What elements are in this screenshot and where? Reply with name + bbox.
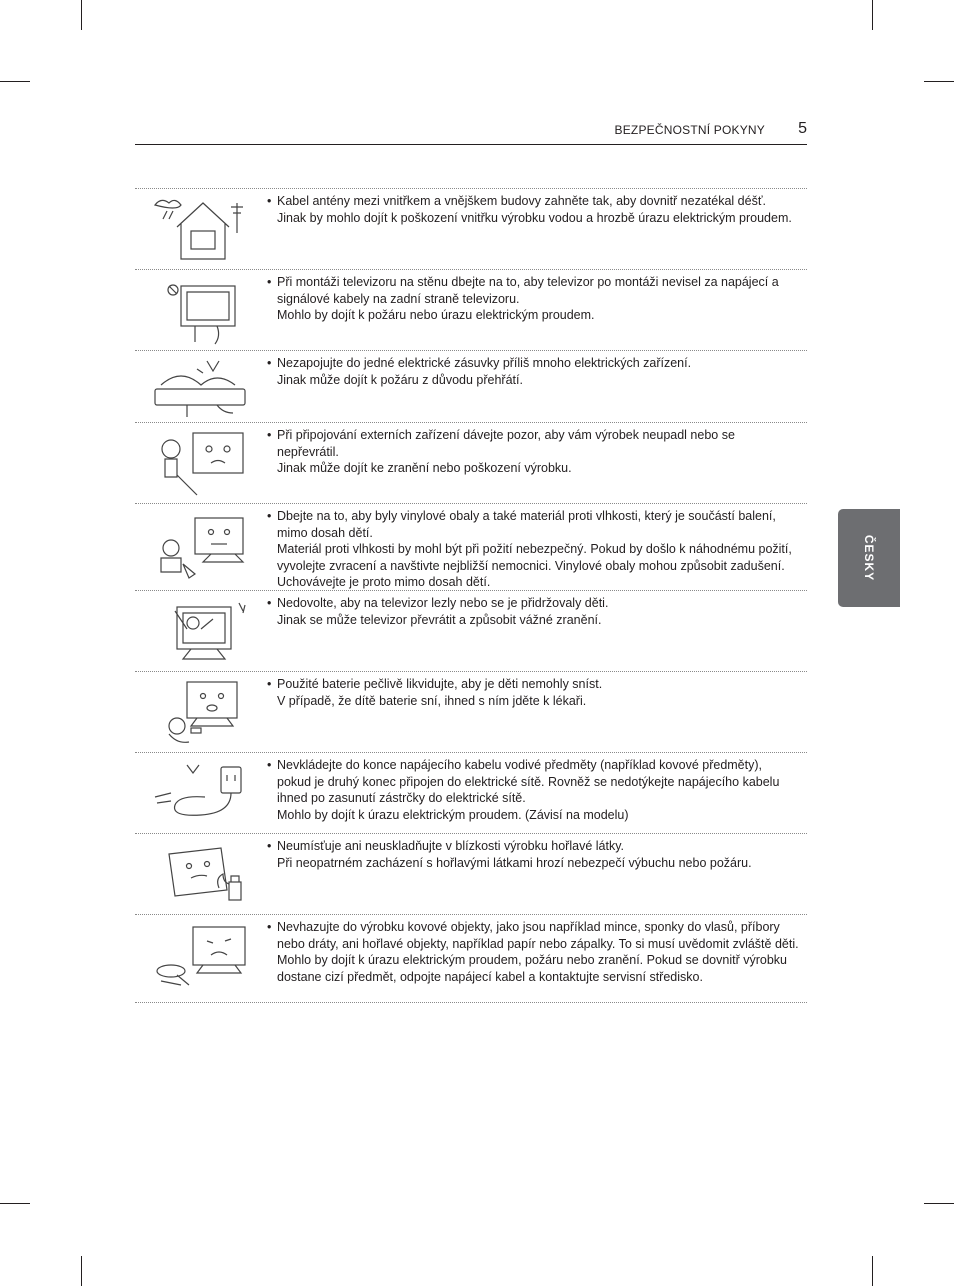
child-climbing-tv-icon <box>175 603 245 659</box>
illustration <box>147 427 259 499</box>
consequence-text: V případě, že dítě baterie sní, ihned s ním jděte k lékaři. <box>277 693 587 708</box>
page-number: 5 <box>798 120 807 137</box>
list-item <box>135 834 807 915</box>
language-label: ČESKY <box>862 534 876 582</box>
item-text: • Při montáži televizoru na stěnu dbejte na to, aby televizor po montáži nevisel za napájecí a signálové kabely na zadní straně televizoru. Mohlo by dojít k požáru nebo úrazu elektrickým proudem. <box>277 274 799 324</box>
list-item <box>135 351 807 423</box>
antenna-cable-house-icon <box>155 200 243 259</box>
battery-child-icon <box>169 682 237 742</box>
crop-mark <box>872 1256 873 1286</box>
consequence-text: Materiál proti vlhkosti by mohl být při požití nebezpečný. Pokud by došlo k náhodnému požití, vyvolejte zvracení a navštivte nejbližší nemocnici. Vinylové obaly mohou způsobit zadušení. Uchovávejte je proto mimo dosah dětí. <box>277 542 792 589</box>
instruction-text: Nevhazujte do výrobku kovové objekty, jako jsou například mince, sponky do vlasů, příbory nebo dráty, ani hořlavé objekty, například papír nebo zápalky. To si musí uvědomit zvláště děti. <box>277 920 799 951</box>
consequence-text: Mohlo by dojít k požáru nebo úrazu elektrickým proudem. <box>277 308 595 322</box>
instruction-text: Dbejte na to, aby byly vinylové obaly a také materiál proti vlhkosti, který je součástí balení, mimo dosah dětí. <box>277 509 776 540</box>
list-item <box>135 189 807 270</box>
instruction-text: Při připojování externích zařízení dávejte pozor, aby vám výrobek neupadl nebo se nepřevrátil. <box>277 428 735 459</box>
crop-mark <box>872 0 873 30</box>
item-text: • Použité baterie pečlivě likvidujte, aby je děti nemohly sníst. V případě, že dítě baterie sní, ihned s ním jděte k lékaři. <box>277 676 799 709</box>
illustration <box>147 193 259 265</box>
item-text: • Při připojování externích zařízení dávejte pozor, aby vám výrobek neupadl nebo se nepřevrátil. Jinak může dojít ke zranění nebo poškození výrobku. <box>277 427 799 477</box>
list-item <box>135 753 807 834</box>
item-text: • Nedovolte, aby na televizor lezly nebo se je přidržovaly děti. Jinak se může televizor převrátit a způsobit vážné zranění. <box>277 595 799 628</box>
item-text: • Nezapojujte do jedné elektrické zásuvky příliš mnoho elektrických zařízení. Jinak může dojít k požáru z důvodu přehřátí. <box>277 355 799 388</box>
illustration <box>147 919 259 991</box>
list-item <box>135 270 807 351</box>
illustration <box>147 508 259 580</box>
crop-mark <box>0 1203 30 1204</box>
illustration <box>147 274 259 346</box>
list-item <box>135 504 807 591</box>
instruction-text: Při montáži televizoru na stěnu dbejte na to, aby televizor po montáži nevisel za napájecí a signálové kabely na zadní straně televizoru. <box>277 275 779 306</box>
page-header <box>135 120 807 145</box>
list-item <box>135 915 807 1003</box>
flammable-substances-icon <box>169 848 241 900</box>
crop-mark <box>81 0 82 30</box>
consequence-text: Jinak může dojít k požáru z důvodu přehřátí. <box>277 372 523 387</box>
illustration <box>147 676 259 748</box>
crop-mark <box>924 1203 954 1204</box>
list-item <box>135 591 807 672</box>
list-item <box>135 423 807 504</box>
item-text: • Kabel antény mezi vnitřkem a vnějškem budovy zahněte tak, aby dovnitř nezatékal déšť. Jinak by mohlo dojít k poškození vnitřku výrobku vodou a hrozbě úrazu elektrickým proudem. <box>277 193 799 226</box>
metal-objects-icon <box>157 927 245 985</box>
consequence-text: Jinak může dojít ke zranění nebo poškození výrobku. <box>277 461 572 475</box>
item-text: • Dbejte na to, aby byly vinylové obaly a také materiál proti vlhkosti, který je součástí balení, mimo dosah dětí. Materiál proti vlhkosti by mohl být při požití nebezpečný. Pokud by došlo k náhodnému požití, vyvolejte zvracení a navštivte nejbližší nemocnici. Vinylové obaly mohou způsobit zadušení. Uchovávejte je proto mimo dosah dětí. <box>277 508 799 591</box>
consequence-text: Jinak se může televizor převrátit a způsobit vážné zranění. <box>277 612 602 627</box>
safety-instructions-list <box>135 188 807 1003</box>
external-device-cable-icon <box>162 433 243 495</box>
consequence-text: Při neopatrném zacházení s hořlavými látkami hrozí nebezpečí výbuchu nebo požáru. <box>277 855 752 870</box>
crop-mark <box>924 81 954 82</box>
list-item <box>135 672 807 753</box>
instruction-text: Použité baterie pečlivě likvidujte, aby je děti nemohly sníst. <box>277 677 603 691</box>
instruction-text: Neumísťuje ani neuskladňujte v blízkosti výrobku hořlavé látky. <box>277 839 624 853</box>
consequence-text: Mohlo by dojít k úrazu elektrickým proudem, požáru nebo zranění. Pokud se dovnitř výrobku dostane cizí předmět, odpojte napájecí kabel a kontaktujte servisní středisko. <box>277 953 787 984</box>
section-title: BEZPEČNOSTNÍ POKYNY <box>614 123 765 137</box>
crop-mark <box>81 1256 82 1286</box>
power-cord-plug-icon <box>155 765 241 815</box>
plastic-bag-child-icon <box>161 518 243 578</box>
illustration <box>147 595 259 667</box>
instruction-text: Nevkládejte do konce napájecího kabelu vodivé předměty (například kovové předměty), pokud je druhý konec připojen do elektrické sítě. Rovněž se nedotýkejte napájecího kabelu ihned po zasunutí zástrčky do elektrické sítě. <box>277 758 780 805</box>
crop-mark <box>0 81 30 82</box>
language-tab <box>838 509 900 607</box>
wall-mount-cables-icon <box>168 285 235 344</box>
item-text: • Nevhazujte do výrobku kovové objekty, jako jsou například mince, sponky do vlasů, příbory nebo dráty, ani hořlavé objekty, například papír nebo zápalky. To si musí uvědomit zvláště děti. Mohlo by dojít k úrazu elektrickým proudem, požáru nebo zranění. Pokud se dovnitř výrobku dostane cizí předmět, odpojte napájecí kabel a kontaktujte servisní středisko. <box>267 920 799 984</box>
illustration <box>147 838 259 910</box>
instruction-text: Nedovolte, aby na televizor lezly nebo se je přidržovaly děti. <box>277 596 609 610</box>
item-text: • Nevkládejte do konce napájecího kabelu vodivé předměty (například kovové předměty), pokud je druhý konec připojen do elektrické sítě. Rovněž se nedotýkejte napájecího kabelu ihned po zasunutí zástrčky do elektrické sítě. Mohlo by dojít k úrazu elektrickým proudem. (Závisí na modelu) <box>277 757 799 823</box>
consequence-text: Mohlo by dojít k úrazu elektrickým proudem. (Závisí na modelu) <box>277 807 629 822</box>
item-text: • Neumísťuje ani neuskladňujte v blízkosti výrobku hořlavé látky. Při neopatrném zacházení s hořlavými látkami hrozí nebezpečí výbuchu nebo požáru. <box>277 838 799 871</box>
illustration <box>147 355 259 419</box>
overloaded-socket-icon <box>155 361 245 417</box>
instruction-text: Kabel antény mezi vnitřkem a vnějškem budovy zahněte tak, aby dovnitř nezatékal déšť. <box>277 194 766 208</box>
consequence-text: Jinak by mohlo dojít k poškození vnitřku výrobku vodou a hrozbě úrazu elektrickým proudem. <box>277 210 792 225</box>
illustration <box>147 757 259 829</box>
instruction-text: Nezapojujte do jedné elektrické zásuvky příliš mnoho elektrických zařízení. <box>277 356 692 370</box>
